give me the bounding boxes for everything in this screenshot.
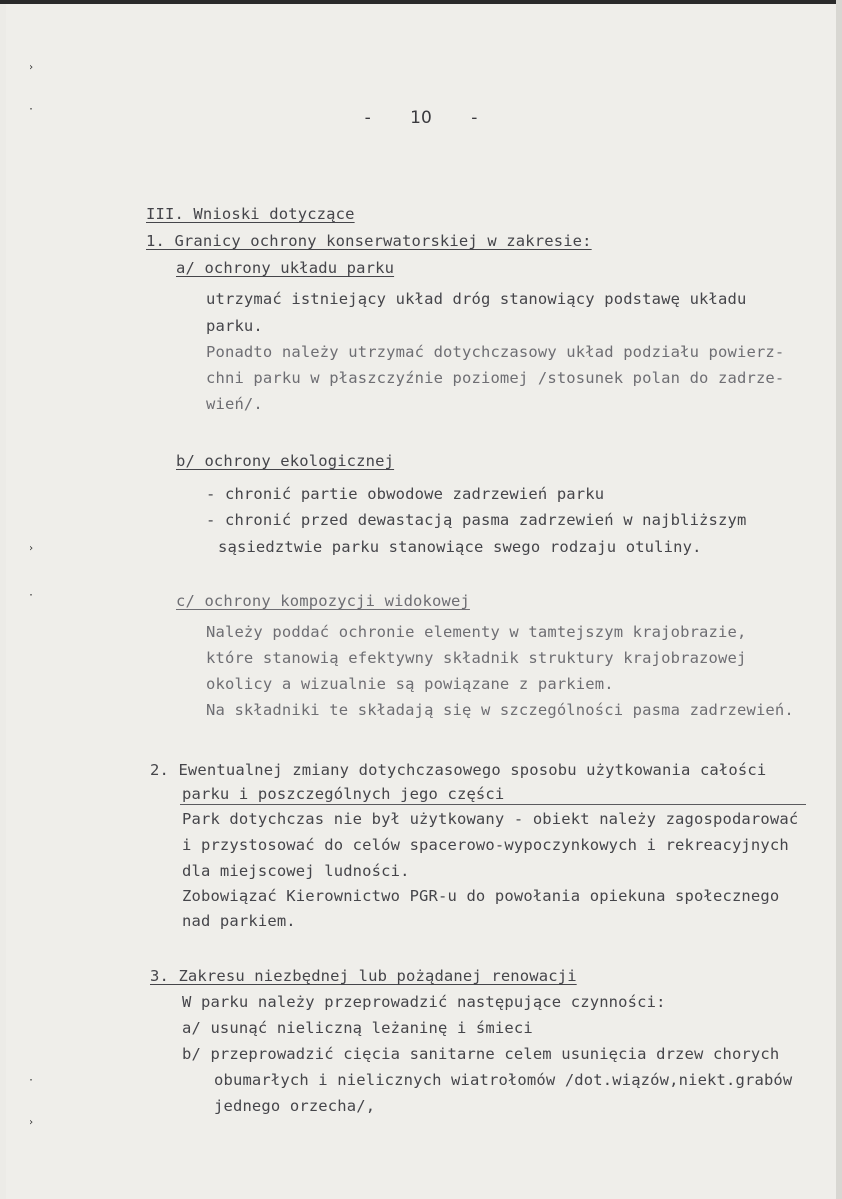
margin-mark: · bbox=[28, 104, 35, 115]
text-line: Należy poddać ochronie elementy w tamtejszym krajobrazie, bbox=[206, 623, 747, 641]
text-line: b/ przeprowadzić cięcia sanitarne celem usunięcia drzew chorych bbox=[182, 1045, 780, 1063]
text-line: - chronić partie obwodowe zadrzewień parku bbox=[206, 485, 605, 503]
text-line: wień/. bbox=[206, 395, 263, 413]
page-number: - 10 - bbox=[364, 108, 478, 128]
underline-rule bbox=[180, 804, 806, 805]
text-line: Ponadto należy utrzymać dotychczasowy układ podziału powierz- bbox=[206, 343, 785, 361]
item-3-title-text: 3. Zakresu niezbędnej lub pożądanej renowacji bbox=[150, 967, 577, 985]
text-line: Na składniki te składają się w szczególności pasma zadrzewień. bbox=[206, 701, 794, 719]
text-line: - chronić przed dewastacją pasma zadrzewień w najbliższym bbox=[206, 511, 747, 529]
item-2-title: 2. Ewentualnej zmiany dotychczasowego sposobu użytkowania całości bbox=[150, 761, 767, 779]
text-line: jednego orzecha/, bbox=[214, 1097, 376, 1115]
text-line: i przystosować do celów spacerowo-wypoczynkowych i rekreacyjnych bbox=[182, 836, 789, 854]
text-line: Park dotychczas nie był użytkowany - obiekt należy zagospodarować bbox=[182, 810, 799, 828]
text-line: parku. bbox=[206, 317, 263, 335]
margin-mark: · bbox=[28, 1075, 35, 1086]
item-1a-label: a/ ochrony układu parku bbox=[176, 259, 395, 277]
text-line: W parku należy przeprowadzić następujące czynności: bbox=[182, 993, 666, 1011]
scan-right-edge bbox=[836, 0, 842, 1199]
margin-mark: · bbox=[28, 590, 35, 601]
item-1-title bbox=[146, 232, 592, 250]
text-line: Zobowiązać Kierownictwo PGR-u do powołania opiekuna społecznego bbox=[182, 887, 780, 905]
item-2-title-cont: parku i poszczególnych jego części bbox=[182, 785, 505, 803]
item-3-title bbox=[150, 967, 577, 985]
margin-mark: › bbox=[28, 543, 35, 554]
text-line: nad parkiem. bbox=[182, 912, 296, 930]
text-line: chni parku w płaszczyźnie poziomej /stosunek polan do zadrze- bbox=[206, 369, 785, 387]
text-line: a/ usunąć nieliczną leżaninę i śmieci bbox=[182, 1019, 533, 1037]
text-line: sąsiedztwie parku stanowiące swego rodzaju otuliny. bbox=[218, 538, 702, 556]
section-heading: III. Wnioski dotyczące bbox=[146, 205, 355, 223]
text-line: utrzymać istniejący układ dróg stanowiący podstawę układu bbox=[206, 290, 747, 308]
margin-mark: › bbox=[28, 1117, 35, 1128]
item-1c-label: c/ ochrony kompozycji widokowej bbox=[176, 592, 470, 610]
margin-mark: › bbox=[28, 62, 35, 73]
item-1b-label: b/ ochrony ekologicznej bbox=[176, 452, 395, 470]
text-line: które stanowią efektywny składnik struktury krajobrazowej bbox=[206, 649, 747, 667]
text-line: obumarłych i nielicznych wiatrołomów /dot.wiązów,niekt.grabów bbox=[214, 1071, 793, 1089]
item-1-title-text: 1. Granicy ochrony konserwatorskiej w zakresie: bbox=[146, 232, 592, 250]
text-line: dla miejscowej ludności. bbox=[182, 862, 410, 880]
text-line: okolicy a wizualnie są powiązane z parkiem. bbox=[206, 675, 614, 693]
scan-top-edge bbox=[0, 0, 842, 4]
